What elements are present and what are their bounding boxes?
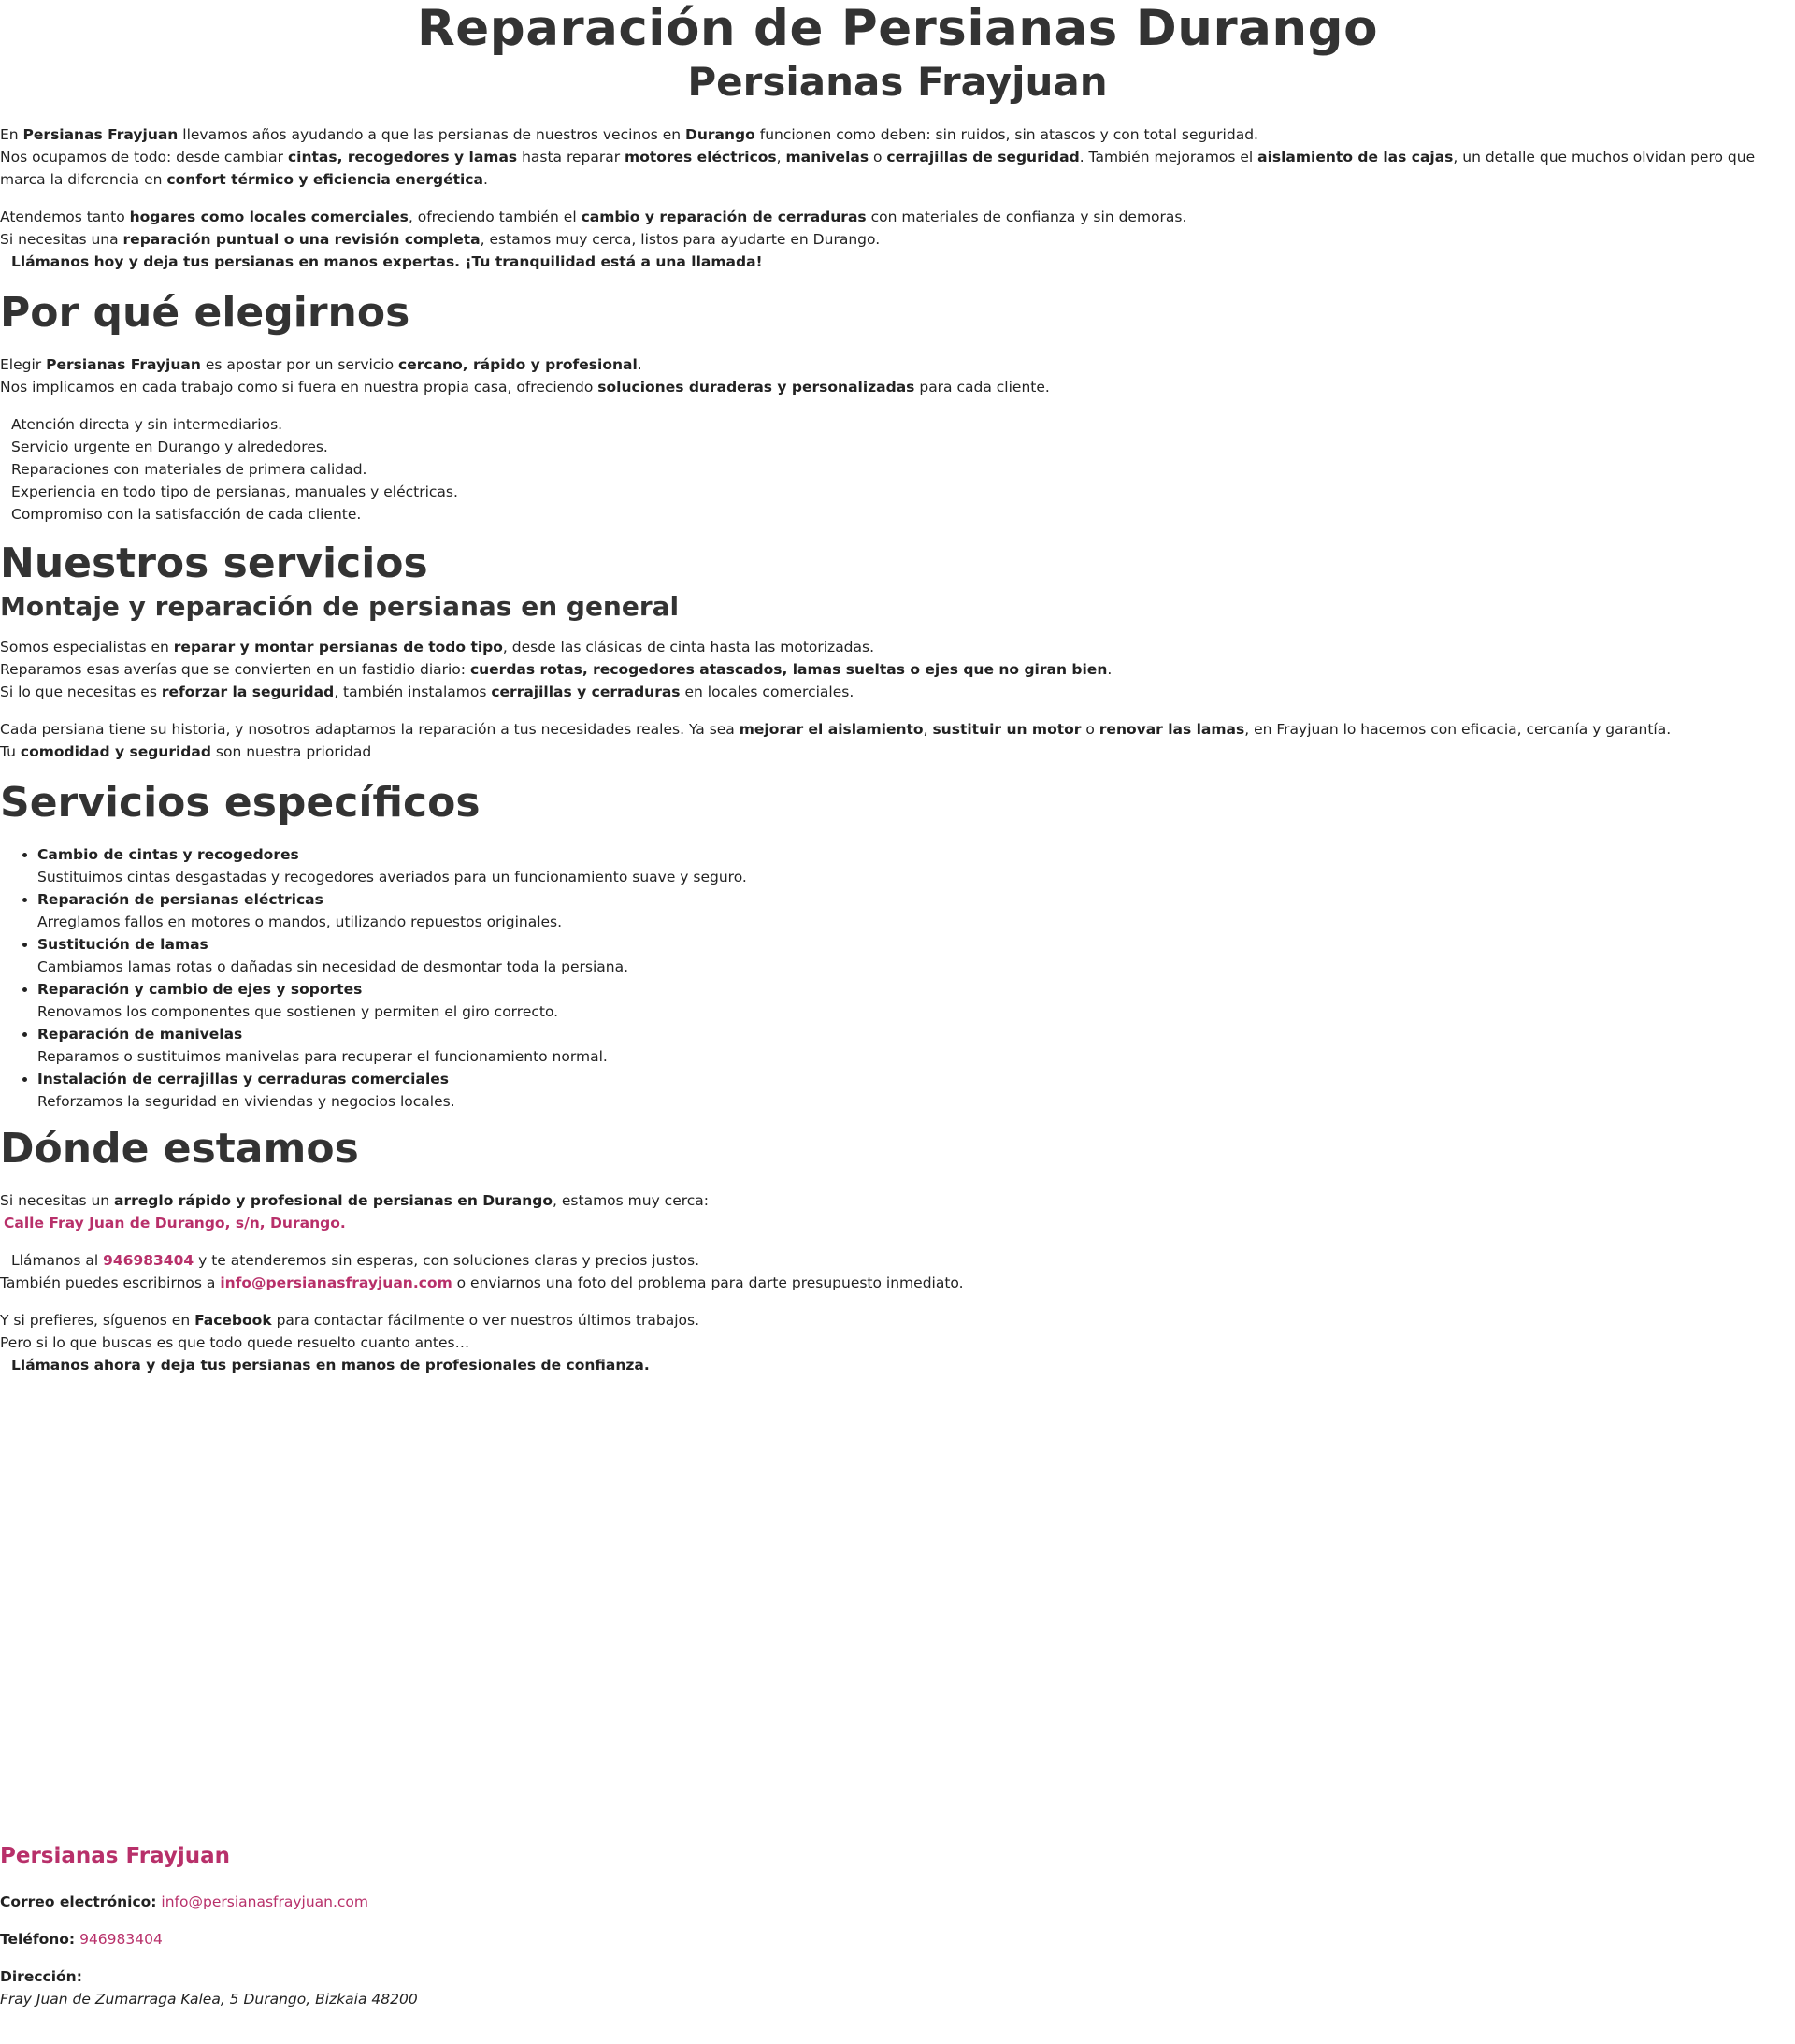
- location-call-to-action: [0, 1354, 1795, 1376]
- text: o: [1081, 721, 1099, 738]
- specific-services-heading: Servicios específicos: [0, 779, 481, 827]
- intro-call-to-action: [0, 251, 1795, 273]
- bold-text: reparación puntual o una revisión completa: [122, 231, 481, 248]
- bold-text: Persianas Frayjuan: [22, 126, 179, 143]
- text: , estamos muy cerca, listos para ayudarte en Durango.: [480, 231, 881, 248]
- why-section: [0, 288, 1795, 525]
- text: Pero si lo que buscas es que todo quede resuelto cuanto antes…: [0, 1334, 470, 1351]
- service-description: Reparamos o sustituimos manivelas para recuperar el funcionamiento normal.: [37, 1048, 608, 1065]
- footer-address-text: Fray Juan de Zumarraga Kalea, 5 Durango, Bizkaia 48200: [0, 1991, 418, 2008]
- why-line: [0, 353, 1795, 376]
- bold-text: cambio y reparación de cerraduras: [581, 209, 867, 225]
- bold-text: confort térmico y eficiencia energética: [166, 171, 483, 188]
- text: Nos ocupamos de todo: desde cambiar: [0, 149, 288, 166]
- bold-text: cercano, rápido y profesional: [398, 356, 638, 373]
- bold-text: cerrajillas y cerraduras: [491, 684, 681, 700]
- footer-brand: Persianas Frayjuan: [0, 1844, 231, 1868]
- why-heading: Por qué elegirnos: [0, 289, 410, 337]
- service-description: Cambiamos lamas rotas o dañadas sin necesidad de desmontar toda la persiana.: [37, 958, 629, 975]
- bold-text: comodidad y seguridad: [20, 743, 211, 760]
- text: Tu: [0, 743, 21, 760]
- text: Nos implicamos en cada trabajo como si fuera en nuestra propia casa, ofreciendo: [0, 379, 598, 396]
- site-footer: [0, 1842, 1795, 2010]
- location-line: [0, 1272, 1795, 1294]
- footer-phone-label: Teléfono:: [0, 1931, 76, 1948]
- text: es apostar por un servicio: [200, 356, 399, 373]
- footer-address-label: Dirección:: [0, 1968, 82, 1985]
- service-title: • Reparación de manivelas: [37, 1026, 243, 1043]
- reasons-list: [0, 413, 1795, 525]
- services-line: [0, 636, 1795, 658]
- facebook-text: Facebook: [194, 1312, 272, 1329]
- footer-email-label: Correo electrónico:: [0, 1893, 157, 1910]
- footer-phone: [0, 1928, 1795, 1950]
- text: .: [1107, 661, 1113, 678]
- text: , también instalamos: [334, 684, 492, 700]
- location-line: [0, 1189, 1795, 1212]
- phone-link[interactable]: 946983404: [103, 1252, 194, 1269]
- list-item: Experiencia en todo tipo de persianas, manuales y eléctricas.: [11, 483, 458, 500]
- services-line: [0, 658, 1795, 681]
- specific-services-list: [0, 843, 1795, 1113]
- text: , estamos muy cerca:: [553, 1192, 710, 1209]
- list-item: [37, 843, 1795, 888]
- service-title: • Reparación y cambio de ejes y soportes: [37, 981, 363, 998]
- location-address-line: [0, 1212, 1795, 1234]
- text: .: [482, 171, 488, 188]
- text: llevamos años ayudando a que las persianas de nuestros vecinos en: [178, 126, 686, 143]
- address-link[interactable]: Calle Fray Juan de Durango, s/n, Durango.: [4, 1215, 346, 1231]
- location-line: [0, 1249, 1795, 1272]
- list-item: [37, 1023, 1795, 1068]
- text: Y si prefieres, síguenos en: [0, 1312, 195, 1329]
- intro-line: [0, 206, 1795, 228]
- text: Somos especialistas en: [0, 639, 174, 655]
- bold-text: mejorar el aislamiento: [739, 721, 924, 738]
- text: Llámanos al: [11, 1252, 104, 1269]
- location-section: [0, 1124, 1795, 1376]
- text: .: [637, 356, 642, 373]
- bold-text: reforzar la seguridad: [161, 684, 335, 700]
- text: Si lo que necesitas es: [0, 684, 162, 700]
- text: hasta reparar: [517, 149, 625, 166]
- text: con materiales de confianza y sin demoras.: [866, 209, 1187, 225]
- bold-text: renovar las lamas: [1099, 721, 1245, 738]
- services-section: [0, 539, 1795, 763]
- footer-email-link[interactable]: info@persianasfrayjuan.com: [161, 1893, 369, 1910]
- location-line: [0, 1309, 1795, 1331]
- services-heading: Nuestros servicios: [0, 540, 428, 587]
- location-paragraph-1: [0, 1189, 1795, 1234]
- services-line: [0, 741, 1795, 763]
- list-item: [37, 1068, 1795, 1113]
- service-title: • Instalación de cerrajillas y cerraduras comerciales: [37, 1071, 449, 1087]
- list-item: Atención directa y sin intermediarios.: [11, 416, 283, 433]
- bold-text: manivelas: [785, 149, 869, 166]
- location-heading: Dónde estamos: [0, 1125, 359, 1173]
- bold-text: Persianas Frayjuan: [46, 356, 201, 373]
- text: Reparamos esas averías que se convierten en un fastidio diario:: [0, 661, 470, 678]
- services-paragraph-1: [0, 636, 1795, 703]
- bold-text: Durango: [685, 126, 755, 143]
- page-header: [0, 0, 1795, 107]
- bold-text: Llámanos hoy y deja tus persianas en manos expertas. ¡Tu tranquilidad está a una llamada!: [11, 253, 763, 270]
- text: Atendemos tanto: [0, 209, 130, 225]
- services-line: [0, 718, 1795, 741]
- bold-text: arreglo rápido y profesional de persianas en Durango: [114, 1192, 553, 1209]
- text: Si necesitas una: [0, 231, 123, 248]
- text: , ofreciendo también el: [408, 209, 582, 225]
- text: , desde las clásicas de cinta hasta las motorizadas.: [502, 639, 875, 655]
- intro-line: [0, 146, 1795, 191]
- intro-paragraph-2: [0, 206, 1795, 273]
- service-description: Arreglamos fallos en motores o mandos, utilizando repuestos originales.: [37, 914, 563, 930]
- text: funcionen como deben: sin ruidos, sin atascos y con total seguridad.: [754, 126, 1258, 143]
- text: , un detalle que muchos olvidan pero que marca la diferencia en: [0, 149, 1756, 188]
- bold-text: cuerdas rotas, recogedores atascados, lamas sueltas o ejes que no giran bien: [469, 661, 1108, 678]
- intro-section: [0, 123, 1795, 273]
- service-description: Renovamos los componentes que sostienen y permiten el giro correcto.: [37, 1003, 559, 1020]
- list-item: Reparaciones con materiales de primera calidad.: [11, 461, 367, 478]
- intro-paragraph-1: [0, 123, 1795, 191]
- text: Cada persiana tiene su historia, y nosotros adaptamos la reparación a tus necesidades reales. Ya sea: [0, 721, 740, 738]
- text: o enviarnos una foto del problema para darte presupuesto inmediato.: [452, 1274, 964, 1291]
- bold-text: Llámanos ahora y deja tus persianas en manos de profesionales de confianza.: [11, 1357, 650, 1374]
- page-title: Reparación de Persianas Durango: [417, 0, 1378, 57]
- list-item: [37, 978, 1795, 1023]
- text: . También mejoramos el: [1079, 149, 1258, 166]
- why-paragraph: [0, 353, 1795, 398]
- blank-area: [0, 1391, 1795, 1842]
- page-subtitle: Persianas Frayjuan: [687, 59, 1108, 105]
- text: ,: [776, 149, 786, 166]
- list-item: Compromiso con la satisfacción de cada cliente.: [11, 506, 362, 523]
- bold-text: motores eléctricos: [625, 149, 777, 166]
- location-line: [0, 1331, 1795, 1354]
- bold-text: reparar y montar persianas de todo tipo: [173, 639, 503, 655]
- service-description: Reforzamos la seguridad en viviendas y negocios locales.: [37, 1093, 455, 1110]
- services-paragraph-2: [0, 718, 1795, 763]
- location-paragraph-2: [0, 1249, 1795, 1294]
- bold-text: cerrajillas de seguridad: [886, 149, 1080, 166]
- bold-text: sustituir un motor: [932, 721, 1082, 738]
- service-title: • Sustitución de lamas: [37, 936, 208, 953]
- text: en locales comerciales.: [680, 684, 854, 700]
- bold-text: hogares como locales comerciales: [129, 209, 409, 225]
- text: o: [869, 149, 887, 166]
- location-paragraph-3: [0, 1309, 1795, 1376]
- footer-phone-link[interactable]: 946983404: [79, 1931, 163, 1948]
- footer-address: [0, 1965, 1795, 2010]
- bold-text: soluciones duraderas y personalizadas: [597, 379, 915, 396]
- text: y te atenderemos sin esperas, con soluciones claras y precios justos.: [194, 1252, 700, 1269]
- text: Si necesitas un: [0, 1192, 115, 1209]
- footer-email: [0, 1891, 1795, 1913]
- list-item: Servicio urgente en Durango y alrededores.: [11, 439, 328, 455]
- text: , en Frayjuan lo hacemos con eficacia, cercanía y garantía.: [1244, 721, 1672, 738]
- why-line: [0, 376, 1795, 398]
- specific-services-section: [0, 778, 1795, 1113]
- text: Elegir: [0, 356, 47, 373]
- service-title: • Cambio de cintas y recogedores: [37, 846, 299, 863]
- text: para contactar fácilmente o ver nuestros últimos trabajos.: [271, 1312, 700, 1329]
- service-description: Sustituimos cintas desgastadas y recogedores averiados para un funcionamiento suave y seguro.: [37, 869, 747, 885]
- service-title: • Reparación de persianas eléctricas: [37, 891, 323, 908]
- list-item: [37, 933, 1795, 978]
- list-item: [37, 888, 1795, 933]
- email-link[interactable]: info@persianasfrayjuan.com: [220, 1274, 452, 1291]
- text: ,: [923, 721, 933, 738]
- services-subheading: Montaje y reparación de persianas en general: [0, 591, 680, 622]
- services-line: [0, 681, 1795, 703]
- text: En: [0, 126, 23, 143]
- text: son nuestra prioridad: [210, 743, 372, 760]
- text: También puedes escribirnos a: [0, 1274, 221, 1291]
- bold-text: cintas, recogedores y lamas: [287, 149, 518, 166]
- intro-line: [0, 228, 1795, 251]
- text: para cada cliente.: [914, 379, 1050, 396]
- bold-text: aislamiento de las cajas: [1257, 149, 1454, 166]
